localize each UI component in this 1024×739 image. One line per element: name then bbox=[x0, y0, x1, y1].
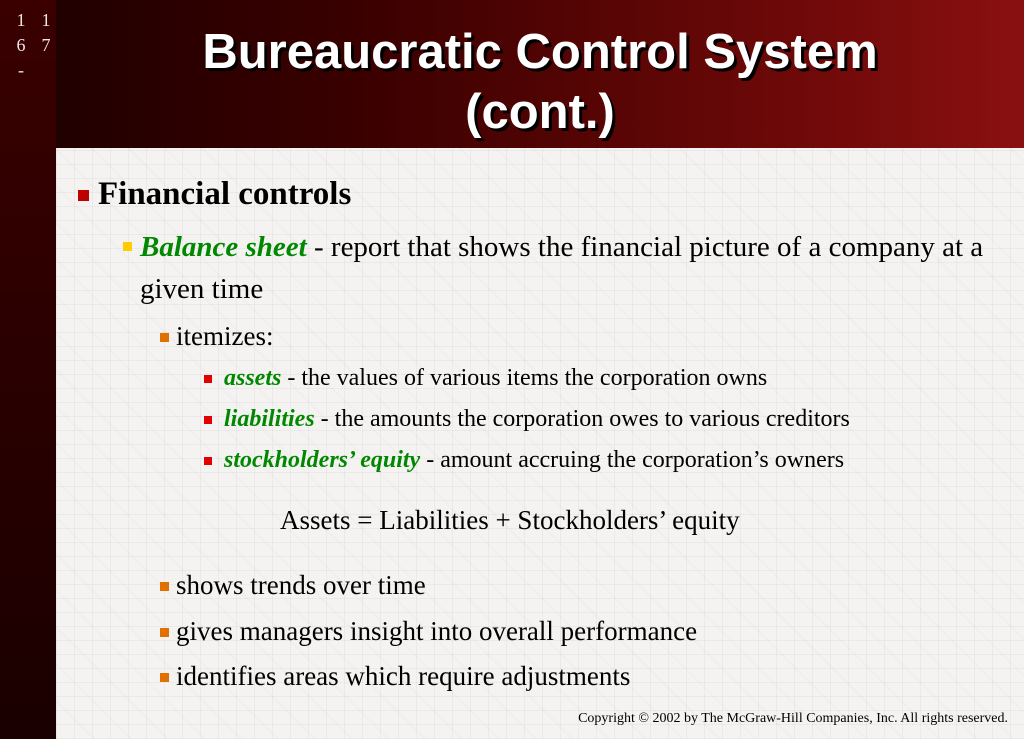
square-bullet-icon bbox=[204, 375, 212, 383]
square-bullet-icon bbox=[123, 242, 132, 251]
copyright-notice: Copyright © 2002 by The McGraw-Hill Companies, Inc. All rights reserved. bbox=[578, 711, 1008, 726]
list-item-liabilities bbox=[204, 406, 850, 433]
page-number-digit: 1 bbox=[41, 10, 51, 30]
point-adjustments bbox=[160, 661, 630, 692]
square-bullet-icon bbox=[78, 190, 89, 201]
square-bullet-icon bbox=[204, 416, 212, 424]
square-bullet-icon bbox=[160, 582, 169, 591]
item-term: liabilities bbox=[224, 406, 315, 432]
square-bullet-icon bbox=[204, 457, 212, 465]
square-bullet-icon bbox=[160, 628, 169, 637]
slide-title-line2: (cont.) bbox=[465, 85, 615, 139]
slide-title-line1: Bureaucratic Control System bbox=[202, 25, 878, 79]
page-number-digit: 1 bbox=[16, 10, 26, 30]
item-desc: - amount accruing the corporation’s owners bbox=[420, 447, 845, 473]
item-term: stockholders’ equity bbox=[224, 447, 421, 473]
list-item-assets bbox=[204, 365, 767, 392]
page-number bbox=[6, 8, 56, 83]
balance-sheet-item bbox=[118, 226, 998, 310]
heading-financial-controls bbox=[78, 176, 351, 213]
heading-text: Financial controls bbox=[98, 176, 352, 212]
left-sidebar-bar bbox=[0, 0, 56, 739]
item-term: assets bbox=[224, 365, 282, 391]
balance-sheet-term: Balance sheet bbox=[140, 231, 307, 263]
point-insight bbox=[160, 616, 697, 647]
balance-sheet-definition: - report that shows the financial picture of a company at a given time bbox=[140, 231, 984, 305]
itemizes-item bbox=[160, 321, 273, 352]
itemizes-label: itemizes: bbox=[176, 321, 274, 351]
point-text: gives managers insight into overall performance bbox=[176, 616, 698, 646]
point-text: identifies areas which require adjustments bbox=[176, 661, 631, 691]
accounting-equation: Assets = Liabilities + Stockholders’ equity bbox=[280, 505, 740, 535]
page-number-digit: - bbox=[18, 60, 24, 80]
square-bullet-icon bbox=[160, 673, 169, 682]
point-trends bbox=[160, 570, 426, 601]
square-bullet-icon bbox=[160, 333, 169, 342]
page-number-digit: 7 bbox=[41, 35, 51, 55]
page-number-digit: 6 bbox=[16, 35, 26, 55]
item-desc: - the amounts the corporation owes to various creditors bbox=[314, 406, 850, 432]
item-desc: - the values of various items the corporation owns bbox=[281, 365, 768, 391]
slide-title bbox=[70, 22, 1010, 142]
point-text: shows trends over time bbox=[176, 570, 426, 600]
list-item-stockholders-equity bbox=[204, 447, 844, 474]
